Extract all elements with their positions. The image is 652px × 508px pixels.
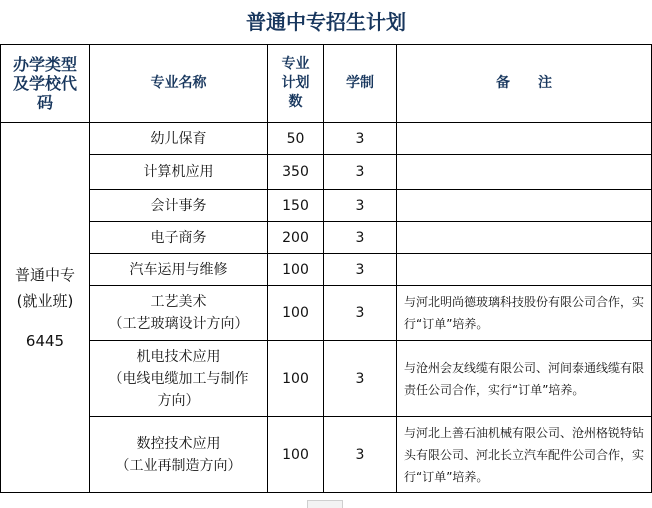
duration: 3 <box>324 155 397 190</box>
duration: 3 <box>324 286 397 341</box>
table-row <box>1 286 652 341</box>
plan-count: 100 <box>268 286 324 341</box>
duration: 3 <box>324 190 397 222</box>
note <box>397 254 652 286</box>
note: 与河北上善石油机械有限公司、沧州格锐特钻头有限公司、河北长立汽车配件公司合作，实行“订单”培养。 <box>397 417 652 493</box>
header-row <box>1 45 652 123</box>
enrollment-plan-table <box>0 44 652 493</box>
duration: 3 <box>324 341 397 417</box>
header-duration: 学制 <box>324 45 397 123</box>
plan-count: 150 <box>268 190 324 222</box>
table-row <box>1 341 652 417</box>
note <box>397 222 652 254</box>
school-category-cell: 普通中专 (就业班) 6445 <box>1 123 90 493</box>
plan-count: 100 <box>268 417 324 493</box>
duration: 3 <box>324 417 397 493</box>
note: 与沧州会友线缆有限公司、河间泰通线缆有限责任公司合作，实行“订单”培养。 <box>397 341 652 417</box>
plan-count: 200 <box>268 222 324 254</box>
table-row <box>1 254 652 286</box>
note <box>397 155 652 190</box>
table-row <box>1 222 652 254</box>
plan-count: 100 <box>268 341 324 417</box>
plan-count: 50 <box>268 123 324 155</box>
plan-count: 100 <box>268 254 324 286</box>
major-name: 汽车运用与维修 <box>90 254 268 286</box>
major-name: 计算机应用 <box>90 155 268 190</box>
duration: 3 <box>324 254 397 286</box>
duration: 3 <box>324 123 397 155</box>
page-title: 普通中专招生计划 <box>246 10 406 34</box>
header-notes: 备 注 <box>397 45 652 123</box>
header-category: 办学类型 及学校代 码 <box>1 45 90 123</box>
major-name: 电子商务 <box>90 222 268 254</box>
major-name: 工艺美术 （工艺玻璃设计方向） <box>90 286 268 341</box>
duration: 3 <box>324 222 397 254</box>
table-row <box>1 417 652 493</box>
note <box>397 123 652 155</box>
table-row <box>1 190 652 222</box>
major-name: 机电技术应用 （电线电缆加工与制作 方向） <box>90 341 268 417</box>
note: 与河北明尚德玻璃科技股份有限公司合作，实行“订单”培养。 <box>397 286 652 341</box>
note <box>397 190 652 222</box>
table-row <box>1 123 652 155</box>
major-name: 会计事务 <box>90 190 268 222</box>
plan-count: 350 <box>268 155 324 190</box>
table-row <box>1 155 652 190</box>
major-name: 数控技术应用 （工业再制造方向） <box>90 417 268 493</box>
major-name: 幼儿保育 <box>90 123 268 155</box>
header-major: 专业名称 <box>90 45 268 123</box>
header-plan: 专业 计划 数 <box>268 45 324 123</box>
